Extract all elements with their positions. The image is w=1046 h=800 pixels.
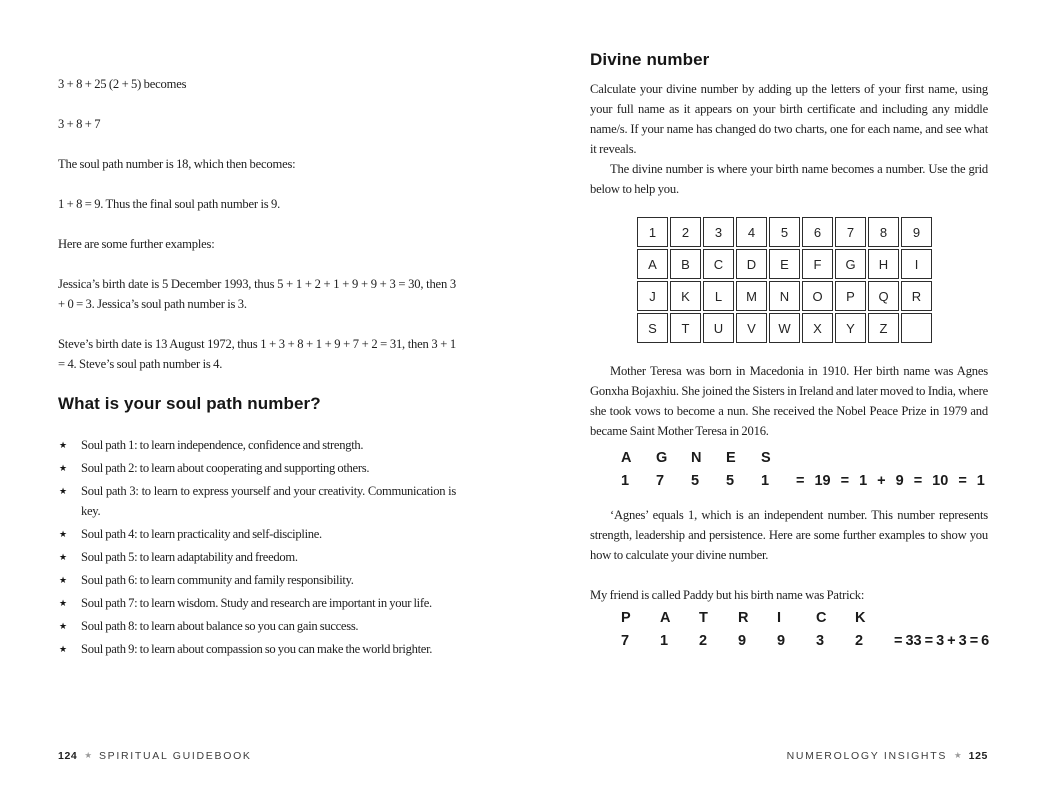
grid-cell: 9 (901, 217, 932, 247)
grid-cell: J (637, 281, 668, 311)
paddy-paragraph: My friend is called Paddy but his birth name was Patrick: (590, 588, 865, 602)
soul-path-item (58, 639, 456, 659)
calc-result-token: = (924, 633, 934, 649)
calc-letters-row (621, 447, 988, 470)
soul-path-item (58, 593, 456, 613)
calc-letter: R (738, 610, 749, 626)
grid-cell: M (736, 281, 767, 311)
grid-cell: 8 (868, 217, 899, 247)
example-steve: Steve’s birth date is 13 August 1972, thus 1 + 3 + 8 + 1 + 9 + 7 + 2 = 31, then 3 + 1 = 4. Steve’s soul path number is 4. (58, 337, 456, 371)
paragraph: Here are some further examples: (58, 237, 215, 251)
star-bullet-icon: ★ (59, 599, 68, 609)
calc-line: 3 + 8 + 7 (58, 117, 101, 131)
soul-path-item-text: Soul path 9: to learn about compassion so you can make the world brighter. (81, 642, 433, 656)
calc-result-token: 19 (814, 473, 831, 489)
chapter-title: NUMEROLOGY INSIGHTS (786, 750, 948, 762)
calc-result-token: + (877, 473, 886, 489)
grid-cell: Q (868, 281, 899, 311)
calc-value: 5 (726, 473, 735, 489)
grid-cell: Y (835, 313, 866, 343)
soul-path-item-text: Soul path 4: to learn practicality and self-discipline. (81, 527, 322, 541)
grid-cell: Z (868, 313, 899, 343)
calc-result-token: + (947, 633, 956, 649)
calc-result-token: 3 (936, 633, 945, 649)
grid-cell: 2 (670, 217, 701, 247)
grid-row (637, 281, 932, 311)
grid-cell: F (802, 249, 833, 279)
star-bullet-icon: ★ (59, 530, 68, 540)
left-page-footer (58, 750, 252, 762)
soul-path-item-text: Soul path 6: to learn community and family responsibility. (81, 573, 354, 587)
left-page (58, 74, 456, 662)
calc-result-token: = (958, 473, 967, 489)
calc-letter: S (761, 450, 771, 466)
calc-result-token: 6 (981, 633, 990, 649)
calc-value: 1 (660, 633, 669, 649)
soul-path-item-text: Soul path 5: to learn adaptability and freedom. (81, 550, 298, 564)
calc-value: 5 (691, 473, 700, 489)
grid-cell: B (670, 249, 701, 279)
grid-cell: I (901, 249, 932, 279)
calc-result-token: 1 (976, 473, 985, 489)
grid-cell: 4 (736, 217, 767, 247)
mother-teresa-paragraph: Mother Teresa was born in Macedonia in 1910. Her birth name was Agnes Gonxha Bojaxhiu. She joined the Sisters in Ireland and later moved to India, where she took vows to become a nun. She received the Nobel Peace Prize in 1979 and became Saint Mother Teresa in 2016. (590, 364, 988, 438)
example-jessica: Jessica’s birth date is 5 December 1993, thus 5 + 1 + 2 + 1 + 9 + 9 + 3 = 30, then 3 + 0 = 3. Jessica’s soul path number is 3. (58, 277, 456, 311)
grid-cell: O (802, 281, 833, 311)
agnes-calculation (590, 447, 988, 493)
calc-result-token: = (913, 473, 923, 489)
calc-value: 1 (621, 473, 630, 489)
calc-result (894, 630, 989, 653)
calc-result-token: = (840, 473, 850, 489)
grid-cell: 1 (637, 217, 668, 247)
calc-letter: E (726, 450, 736, 466)
calc-result-token: = (969, 633, 979, 649)
soul-path-item (58, 481, 456, 521)
grid-cell: S (637, 313, 668, 343)
agnes-paragraph: ‘Agnes’ equals 1, which is an independent number. This number represents strength, leadership and persistence. Here are some further examples to show you how to calculate your divine number. (590, 508, 988, 562)
calc-value: 3 (816, 633, 825, 649)
soul-path-item-text: Soul path 7: to learn wisdom. Study and research are important in your life. (81, 596, 432, 610)
soul-path-item-text: Soul path 8: to learn about balance so you can gain success. (81, 619, 359, 633)
grid-cell: 6 (802, 217, 833, 247)
soul-path-item (58, 458, 456, 478)
calc-letter: N (691, 450, 702, 466)
grid-cell: D (736, 249, 767, 279)
calc-letter: P (621, 610, 631, 626)
calc-result-token: 10 (932, 473, 949, 489)
calc-result-token: 3 (958, 633, 967, 649)
calc-letter: C (816, 610, 827, 626)
calc-values-row (621, 470, 988, 493)
calc-value: 9 (777, 633, 786, 649)
grid-cell: E (769, 249, 800, 279)
calc-result-token: 1 (859, 473, 868, 489)
grid-cell: A (637, 249, 668, 279)
calc-result (796, 470, 985, 493)
grid-cell: N (769, 281, 800, 311)
paragraph: The soul path number is 18, which then becomes: (58, 157, 296, 171)
soul-path-item (58, 570, 456, 590)
calc-letter: I (777, 610, 782, 626)
calc-value: 2 (855, 633, 864, 649)
grid-row (637, 217, 932, 247)
grid-cell: H (868, 249, 899, 279)
grid-cell: T (670, 313, 701, 343)
soul-path-heading: What is your soul path number? (58, 394, 321, 413)
grid-cell: G (835, 249, 866, 279)
grid-row (637, 249, 932, 279)
grid-cell: V (736, 313, 767, 343)
grid-cell: K (670, 281, 701, 311)
star-bullet-icon: ★ (59, 576, 68, 586)
grid-cell: C (703, 249, 734, 279)
divine-intro-paragraph: Calculate your divine number by adding up the letters of your first name, using your full name as it appears on your birth certificate and including any middle name/s. If your name has changed do two charts, one for each name, and see what it reveals. (590, 82, 988, 156)
star-bullet-icon: ★ (59, 645, 68, 655)
grid-cell: X (802, 313, 833, 343)
calc-letters-row (621, 607, 988, 630)
grid-cell: 7 (835, 217, 866, 247)
grid-cell: 3 (703, 217, 734, 247)
soul-path-item-text: Soul path 1: to learn independence, confidence and strength. (81, 438, 364, 452)
star-bullet-icon: ★ (59, 487, 68, 497)
calc-value: 7 (621, 633, 630, 649)
soul-path-item (58, 524, 456, 544)
calc-letter: A (621, 450, 632, 466)
soul-path-item (58, 547, 456, 567)
page-number: 124 (58, 750, 78, 762)
page-number: 125 (968, 750, 988, 762)
star-bullet-icon: ★ (59, 553, 68, 563)
calc-value: 2 (699, 633, 708, 649)
letter-number-grid (635, 215, 934, 345)
right-page (590, 50, 988, 653)
right-page-footer (787, 750, 988, 762)
grid-cell: P (835, 281, 866, 311)
soul-path-item-text: Soul path 2: to learn about cooperating and supporting others. (81, 461, 370, 475)
calc-letter: G (656, 450, 668, 466)
calc-line: 3 + 8 + 25 (2 + 5) becomes (58, 77, 187, 91)
calc-result-token: = (894, 633, 903, 649)
calc-letter: T (699, 610, 708, 626)
star-bullet-icon: ★ (59, 622, 68, 632)
calc-value: 1 (761, 473, 770, 489)
calc-letter: A (660, 610, 671, 626)
star-bullet-icon: ★ (59, 441, 68, 451)
paragraph: 1 + 8 = 9. Thus the final soul path number is 9. (58, 197, 281, 211)
star-bullet-icon: ★ (59, 464, 68, 474)
star-icon: ★ (954, 751, 962, 761)
calc-value: 9 (738, 633, 747, 649)
divine-number-heading: Divine number (590, 50, 710, 69)
calc-result-token: 33 (905, 633, 922, 649)
calc-letter: K (855, 610, 866, 626)
grid-cell: L (703, 281, 734, 311)
star-icon: ★ (84, 751, 92, 761)
soul-path-item-text: Soul path 3: to learn to express yourself and your creativity. Communication is key. (81, 484, 456, 518)
calc-result-token: 9 (895, 473, 904, 489)
divine-grid-paragraph: The divine number is where your birth name becomes a number. Use the grid below to help you. (590, 162, 988, 196)
grid-row (637, 313, 932, 343)
grid-cell: W (769, 313, 800, 343)
grid-cell: R (901, 281, 932, 311)
grid-cell: 5 (769, 217, 800, 247)
soul-path-list (58, 435, 456, 659)
book-title: SPIRITUAL GUIDEBOOK (98, 750, 252, 762)
calc-result-token: = (796, 473, 805, 489)
soul-path-item (58, 616, 456, 636)
grid-cell: U (703, 313, 734, 343)
calc-value: 7 (656, 473, 665, 489)
calc-values-row (621, 630, 988, 653)
soul-path-item (58, 435, 456, 455)
patrick-calculation (590, 607, 988, 653)
grid-cell (901, 313, 932, 343)
